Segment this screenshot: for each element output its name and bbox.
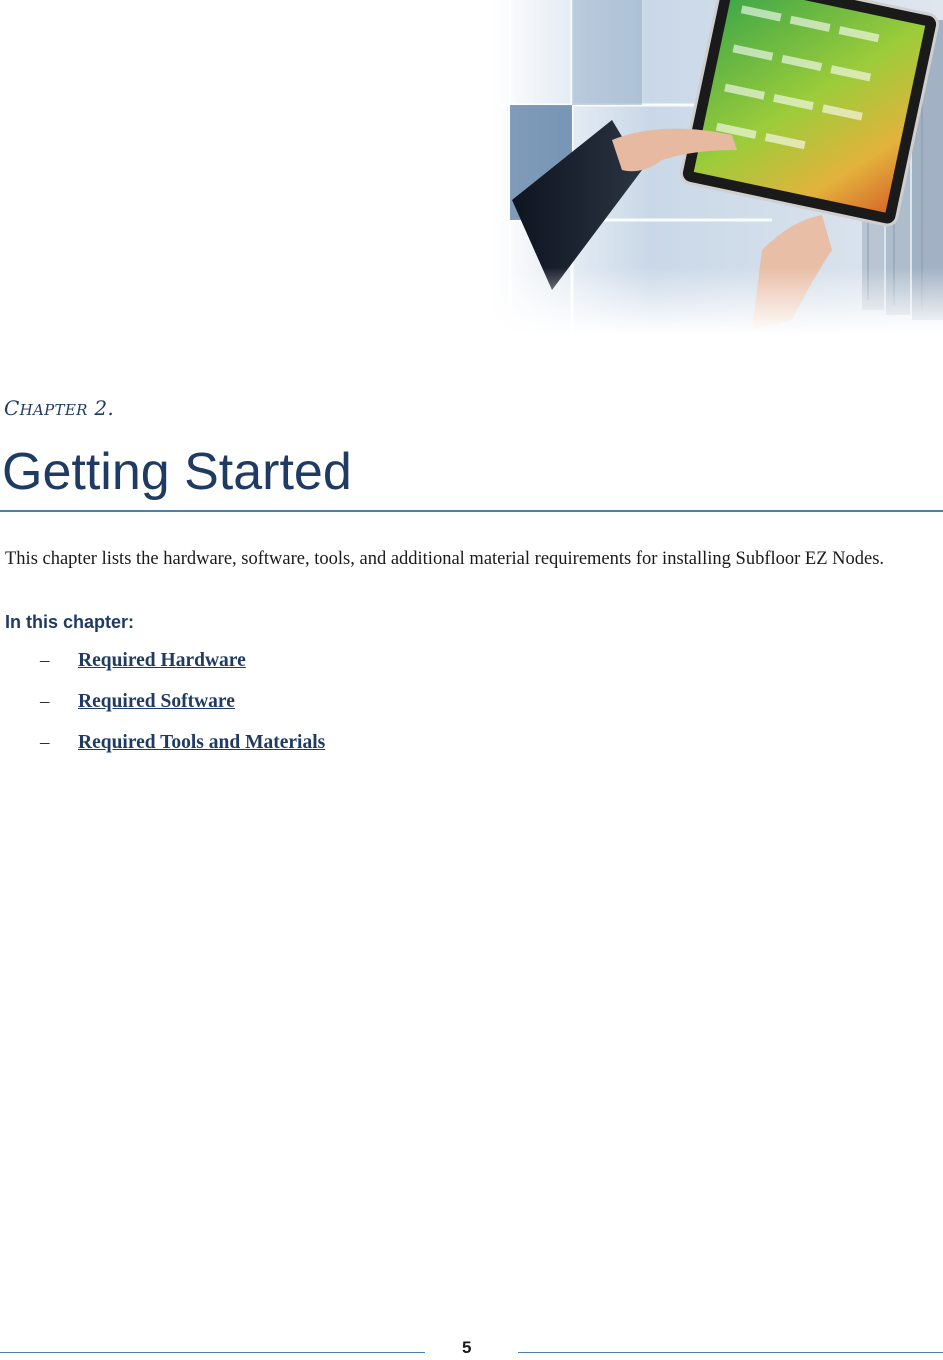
chapter-label-first-letter: C bbox=[4, 396, 20, 420]
page-number: 5 bbox=[462, 1338, 472, 1357]
footer-rule-right bbox=[518, 1352, 943, 1353]
toc-dash: – bbox=[40, 732, 50, 753]
header-illustration bbox=[492, 0, 943, 334]
chapter-label-word: HAPTER bbox=[19, 401, 88, 419]
toc-link-required-software[interactable]: Required Software bbox=[78, 691, 235, 712]
chapter-number: 2. bbox=[94, 396, 115, 420]
toc-link-required-tools-and-materials[interactable]: Required Tools and Materials bbox=[78, 732, 326, 753]
toc-link-required-hardware[interactable]: Required Hardware bbox=[78, 650, 246, 671]
intro-paragraph: This chapter lists the hardware, software, tools, and additional material requirements for installing Subfloor EZ Nodes. bbox=[5, 549, 885, 569]
title-divider bbox=[0, 510, 943, 512]
chapter-label bbox=[4, 396, 114, 420]
footer-rule-left bbox=[0, 1352, 425, 1353]
in-this-chapter-heading: In this chapter: bbox=[5, 612, 135, 632]
toc-dash: – bbox=[40, 691, 50, 712]
tablet-data-center-image bbox=[492, 0, 943, 334]
page-title: Getting Started bbox=[2, 443, 352, 501]
toc-dash: – bbox=[40, 650, 50, 671]
